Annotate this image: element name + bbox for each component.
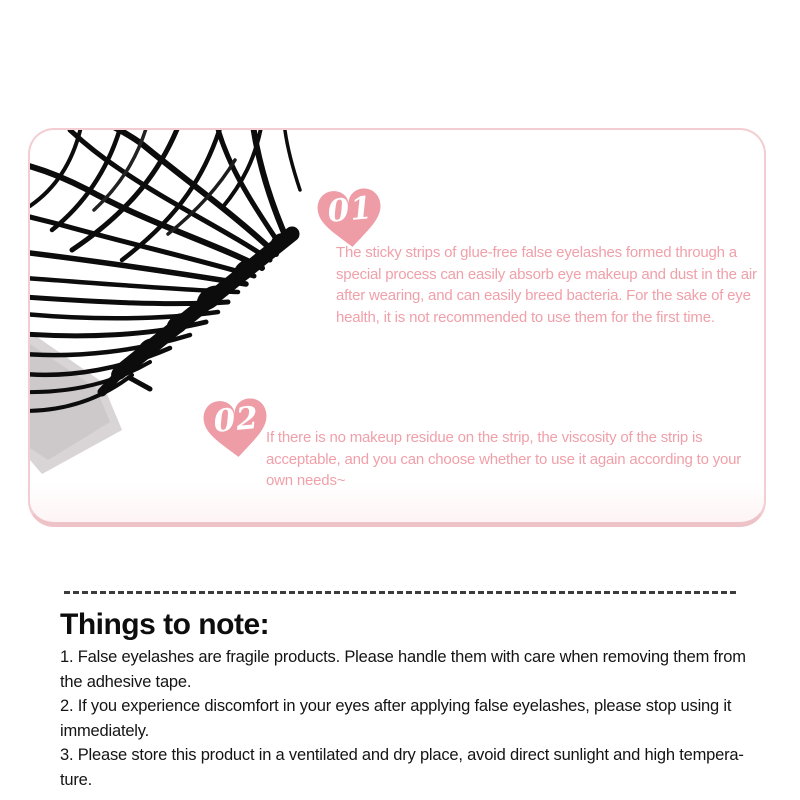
note-item: 2. If you experience discomfort in your eyes after applying false eyelashes, please stop using it immediately. [60,697,732,740]
notes-list [60,645,760,792]
dashed-divider [64,591,736,594]
step-number: 01 [326,190,375,230]
notes-title: Things to note: [60,608,270,641]
step-2-heart-badge [197,391,275,465]
product-info-card [28,128,766,527]
note-item: 3. Please store this product in a ventilated and dry place, avoid direct sunlight and high temperature. [60,746,744,789]
step-1-text: The sticky strips of glue-free false eyelashes formed through a special process can easily absorb eye makeup and dust in the air after wearing, and can easily breed bacteria. For the sake of eye health, it is not recommended to use them for the first time. [336,244,757,326]
note-item: 1. False eyelashes are fragile products. Please handle them with care when removing them from the adhesive tape. [60,648,746,691]
step-2-text: If there is no makeup residue on the strip, the viscosity of the strip is acceptable, and you can choose whether to use it again according to your own needs~ [266,429,742,489]
step-number: 02 [212,400,261,440]
